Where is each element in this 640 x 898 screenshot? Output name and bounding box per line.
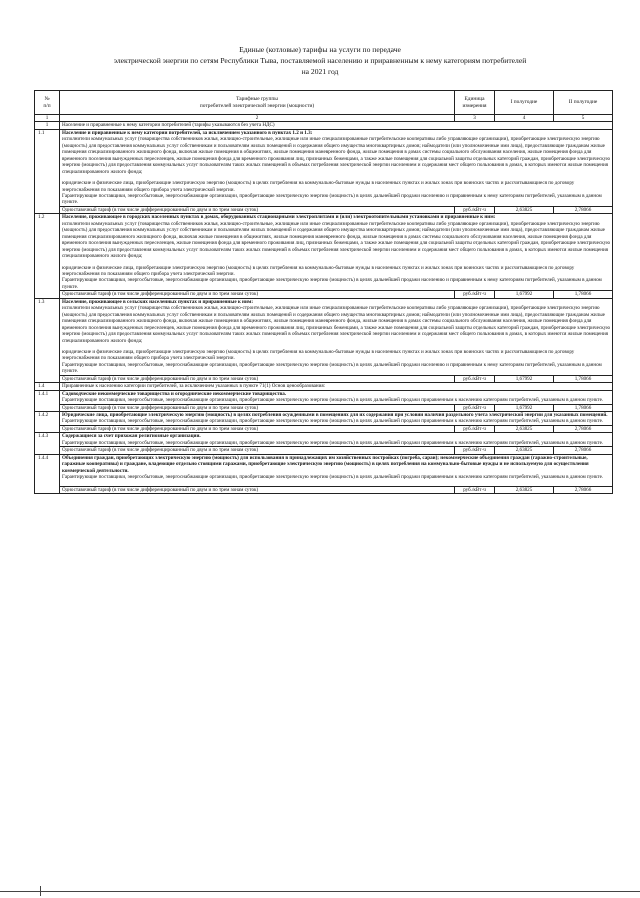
table-row [35,298,613,375]
row-heading: Население, проживающее в городских населенных пунктах в домах, оборудованных стационарными электроплитами и (или) электроотопительными установками и приравненные к ним: [62,214,496,221]
row-description [60,412,613,426]
row-para-garant: Гарантирующие поставщики, энергосбытовые, энергоснабжающие организации, приобретающие электрическую энергию (мощность) в целях дальнейшей продажи приравненным к населению категориям потребителей, указанным в данном пункте. [62,439,604,446]
tariff-unit: руб./кВт·ч [455,404,495,411]
colnum-1: 1 [35,115,60,122]
row-para-ispoln: исполнители коммунальных услуг (товарищества собственников жилья, жилищно-строительные, жилищные или иные специализированные потребительские кооперативы либо управляющие организации), приобретающие электрическую энергию (мощность) для предоставления коммунальных услуг собственникам и пользователям жилых помещений и содержания общего имущества многоквартирных домов; наймодатели (или уполномоченные ими лица), предоставляющие гражданам жилые помещения специализированного жилищного фонда, включая жилые помещения в общежитиях, жилые помещения маневренного фонда, жилые помещения в домах системы социального обслуживания населения, жилые помещения фонда для временного поселения вынужденных переселенцев, жилые помещения фонда для временного проживания лиц, признанных беженцами, а также жилые помещения для социальной защиты отдельных категорий граждан, приобретающие электрическую энергию (мощность) для предоставления коммунальных услуг пользователям таких жилых помещений в объемах потребления электрической энергии населением и содержания мест общего пользования в домах, в которых имеются жилые помещения специализированного жилого фонда; [62,136,611,175]
tariff-row [35,291,613,298]
colnum-2: 2 [60,115,455,122]
tariff-unit: руб./кВт·ч [455,206,495,213]
tariff-unit: руб./кВт·ч [455,447,495,454]
page-bottom-tick [40,886,41,896]
row-para-garant: Гарантирующие поставщики, энергосбытовые, энергоснабжающие организации, приобретающие электрическую энергию (мощность) в целях дальнейшей продажи приравненным к населению категориям потребителей, указанным в данном пункте. [62,418,604,425]
tariff-unit: руб./кВт·ч [455,291,495,298]
tariff-value-h1: 1,67992 [495,291,554,298]
row-num: 1.4.1 [35,390,60,411]
title-line-3: на 2021 год [301,67,339,76]
row-heading: Население, проживающее в сельских населенных пунктах и приравненные к ним: [62,298,254,305]
row-heading: Содержащиеся за счет прихожан религиозные организации. [62,433,201,440]
tariff-value-h2: 2,78066 [554,206,613,213]
tariff-label: Одноставочный тариф (в том числе дифференцированный по двум и по трем зонам суток) [60,447,455,454]
row-para-yurid: юридические и физические лица, приобретающие электрическую энергию (мощность) в целях потребления на коммунально-бытовые нужды в населенных пунктах и жилых зонах при воинских частях и рассчитывающиеся по договору энергоснабжения по показаниям общего прибора учета электрической энергии. [62,180,575,193]
tariff-value-h1: 2,63825 [495,425,554,432]
tariff-value-h2: 1,78066 [554,404,613,411]
row-heading: Объединения граждан, приобретающих электрическую энергию (мощность) для использования в принадлежащих им хозяйственных постройках (погреба, сараи); некоммерческие объединения граждан (гаражно-строительные, гаражные кооперативы) и граждане, владеющие отдельно стоящими гаражами, приобретающие электрическую энергию (мощность) в целях потребления на коммунально-бытовые нужды и не используемую для осуществления коммерческой деятельности. [62,454,589,474]
row-num: 1.4.3 [35,433,60,454]
row-description [60,214,613,291]
title-line-2: электрической энергии по сетям Республики Тыва, поставляемой населению и приравненным к нему категориям потребителей [113,56,527,65]
tariff-value-h2: 2,78066 [554,486,613,493]
row-para-yurid: юридические и физические лица, приобретающие электрическую энергию (мощность) в целях потребления на коммунально-бытовые нужды в населенных пунктах и жилых зонах при воинских частях и рассчитывающиеся по договору энергоснабжения по показаниям общего прибора учета электрической энергии. [62,264,575,277]
tariff-label: Одноставочный тариф (в том числе дифференцированный по двум и по трем зонам суток) [60,206,455,213]
table-row [35,383,613,390]
column-number-row [35,115,613,122]
tariff-row [35,375,613,382]
tariff-label: Одноставочный тариф (в том числе дифференцированный по двум и по трем зонам суток) [60,486,455,493]
table-row [35,390,613,404]
title-line-1: Единые (котловые) тарифы на услуги по передаче [239,45,401,54]
tariff-row [35,447,613,454]
tariff-row [35,425,613,432]
tariff-value-h2: 2,78066 [554,425,613,432]
header-num: № п/п [35,91,60,115]
tariff-value-h1: 2,63825 [495,447,554,454]
tariff-value-h2: 2,78066 [554,447,613,454]
document-title [0,44,640,77]
tariff-value-h2: 1,78066 [554,375,613,382]
tariff-table [34,90,613,494]
tariff-value-h1: 2,63825 [495,206,554,213]
tariff-label: Одноставочный тариф (в том числе дифференцированный по двум и по трем зонам суток) [60,425,455,432]
row-num: 1.2 [35,214,60,298]
tariff-unit: руб./кВт·ч [455,486,495,493]
row-text: Приравненные к населению категории потребителей, за исключением указанных в пункте 71(1) Основ ценообразования: [60,383,613,390]
row-num: 1.3 [35,298,60,382]
row-description [60,433,613,447]
row-description [60,298,613,375]
table-row [35,214,613,291]
colnum-5: 5 [554,115,613,122]
row-heading: Садоводческие некоммерческие товарищества и огороднические некоммерческие товарищества. [62,390,287,397]
row-num: 1.4 [35,383,60,390]
row-heading: Юридические лица, приобретающие электрическую энергию (мощность) в целях потребления осужденными в помещениях для их содержания при условии наличия раздельного учета электрической энергии для указанных помещений. [62,412,608,419]
table-row [35,129,613,206]
table-row [35,454,613,486]
tariff-label: Одноставочный тариф (в том числе дифференцированный по двум и по трем зонам суток) [60,291,455,298]
header-groups: Тарифные группы потребителей электрической энергии (мощности) [60,91,455,115]
tariff-row [35,404,613,411]
colnum-4: 4 [495,115,554,122]
row-num: 1.1 [35,129,60,213]
tariff-row [35,486,613,493]
tariff-value-h2: 1,78066 [554,291,613,298]
tariff-label: Одноставочный тариф (в том числе дифференцированный по двум и по трем зонам суток) [60,404,455,411]
table-row [35,433,613,447]
row-para-garant: Гарантирующие поставщики, энергосбытовые, энергоснабжающие организации, приобретающие электрическую энергию (мощность) в целях дальнейшей продажи приравненным к населению категориям потребителей, указанным в данном пункте. [62,397,604,404]
row-para-garant: Гарантирующие поставщики, энергосбытовые, энергоснабжающие организации, приобретающие электрическую энергию (мощность) в целях дальнейшей продажи населению и приравненным к нему категориям потребителей, указанным в данном пункте. [62,277,602,290]
row-description [60,129,613,206]
row-para-ispoln: исполнители коммунальных услуг (товарищества собственников жилья, жилищно-строительные, жилищные или иные специализированные потребительские кооперативы либо управляющие организации), приобретающие электрическую энергию (мощность) для предоставления коммунальных услуг собственникам и пользователям жилых помещений и содержания общего имущества многоквартирных домов; наймодатели (или уполномоченные ими лица), предоставляющие гражданам жилые помещения специализированного жилищного фонда, включая жилые помещения в общежитиях, жилые помещения маневренного фонда, жилые помещения в домах системы социального обслуживания населения, жилые помещения фонда для временного поселения вынужденных переселенцев, жилые помещения фонда для временного проживания лиц, признанных беженцами, а также жилые помещения для социальной защиты отдельных категорий граждан, приобретающие электрическую энергию (мощность) для предоставления коммунальных услуг пользователям таких жилых помещений в объемах потребления электрической энергии населением и содержания мест общего пользования в домах, в которых имеются жилые помещения специализированного жилого фонда; [62,305,611,344]
tariff-unit: руб./кВт·ч [455,425,495,432]
row-para-garant: Гарантирующие поставщики, энергосбытовые, энергоснабжающие организации, приобретающие электрическую энергию (мощность) в целях дальнейшей продажи населению и приравненным к нему категориям потребителей, указанным в данном пункте. [62,192,602,206]
header-unit: Единица измерения [455,91,495,115]
header-half-1: I полугодие [495,91,554,115]
table-row [35,122,613,129]
header-half-2: II полугодие [554,91,613,115]
row-num: 1 [35,122,60,129]
tariff-value-h1: 2,63825 [495,486,554,493]
tariff-unit: руб./кВт·ч [455,375,495,382]
tariff-row [35,206,613,213]
row-para-garant: Гарантирующие поставщики, энергосбытовые, энергоснабжающие организации, приобретающие электрическую энергию (мощность) в целях дальнейшей продажи населению и приравненным к нему категориям потребителей, указанным в данном пункте. [62,361,602,375]
row-description [60,390,613,404]
row-text: Население и приравненные к нему категории потребителей (тарифы указываются без учета НДС) [60,122,613,129]
row-heading: Население и приравненные к нему категории потребителей, за исключением указанного в пунктах 1.2 и 1.3: [62,129,313,136]
row-para-yurid: юридические и физические лица, приобретающие электрическую энергию (мощность) в целях потребления на коммунально-бытовые нужды в населенных пунктах и жилых зонах при воинских частях и рассчитывающиеся по договору энергоснабжения по показаниям общего прибора учета электрической энергии. [62,348,575,362]
tariff-value-h1: 1,67992 [495,404,554,411]
row-description [60,454,613,486]
row-para-ispoln: исполнители коммунальных услуг (товарищества собственников жилья, жилищно-строительные, жилищные или иные специализированные потребительские кооперативы либо управляющие организации), приобретающие электрическую энергию (мощность) для предоставления коммунальных услуг собственникам и пользователям жилых помещений и содержания общего имущества многоквартирных домов; наймодатели (или уполномоченные ими лица), предоставляющие гражданам жилые помещения специализированного жилищного фонда, включая жилые помещения в общежитиях, жилые помещения маневренного фонда, жилые помещения в домах системы социального обслуживания населения, жилые помещения фонда для временного поселения вынужденных переселенцев, жилые помещения фонда для временного проживания лиц, признанных беженцами, а также жилые помещения для социальной защиты отдельных категорий граждан, приобретающие электрическую энергию (мощность) для предоставления коммунальных услуг пользователям таких жилых помещений в объемах потребления электрической энергии населением и содержания мест общего пользования в домах, в которых имеются жилые помещения специализированного жилого фонда; [62,220,611,260]
table-header-row [35,91,613,115]
row-num: 1.4.2 [35,412,60,433]
table-row [35,412,613,426]
tariff-value-h1: 1,67992 [495,375,554,382]
row-num: 1.4.4 [35,454,60,493]
colnum-3: 3 [455,115,495,122]
tariff-label: Одноставочный тариф (в том числе дифференцированный по двум и по трем зонам суток) [60,375,455,382]
page-bottom-rule [0,891,640,892]
row-para-garant: Гарантирующие поставщики, энергосбытовые, энергоснабжающие организации, приобретающие электрическую энергию (мощность) в целях дальнейшей продажи приравненным к населению категориям потребителей, указанным в данном пункте. [62,474,604,481]
